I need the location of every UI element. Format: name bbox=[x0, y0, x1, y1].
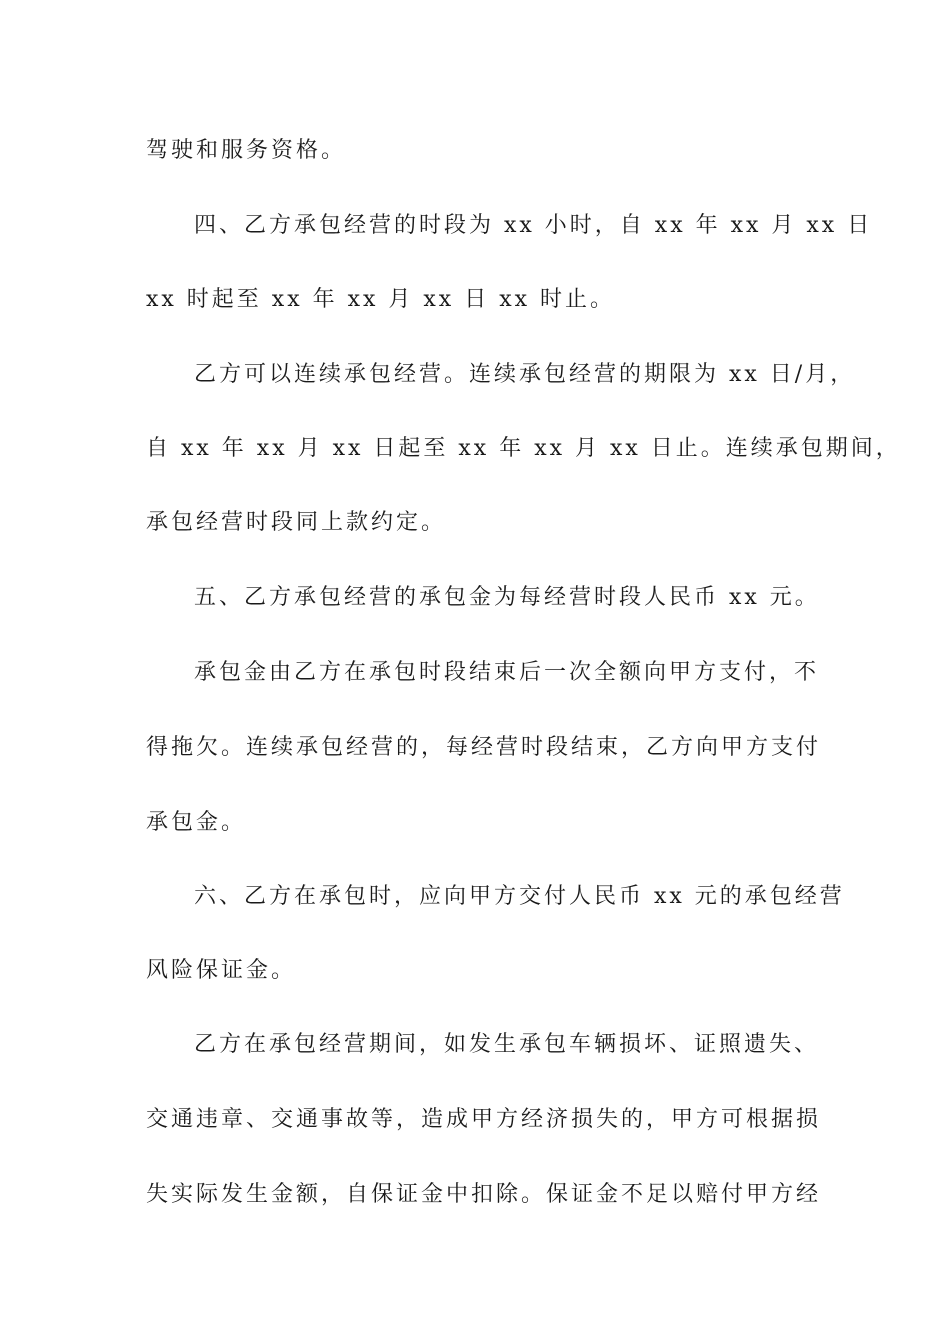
payment-line-2: 得拖欠。连续承包经营的，每经营时段结束，乙方向甲方支付 bbox=[146, 735, 822, 760]
payment-line-1: 承包金由乙方在承包时段结束后一次全额向甲方支付，不 bbox=[194, 660, 820, 685]
clause-5-line-1: 五、乙方承包经营的承包金为每经营时段人民币 xx 元。 bbox=[194, 585, 820, 610]
continuation-line-3: 承包经营时段同上款约定。 bbox=[146, 510, 447, 535]
deposit-line-1: 乙方在承包经营期间，如发生承包车辆损坏、证照遗失、 bbox=[194, 1032, 820, 1057]
clause-6-line-2: 风险保证金。 bbox=[146, 958, 297, 983]
continuation-line-1: 乙方可以连续承包经营。连续承包经营的期限为 xx 日/月， bbox=[194, 362, 856, 387]
clause-4-line-2: xx 时起至 xx 年 xx 月 xx 日 xx 时止。 bbox=[146, 287, 616, 312]
deposit-line-3: 失实际发生金额，自保证金中扣除。保证金不足以赔付甲方经 bbox=[146, 1182, 822, 1207]
deposit-line-2: 交通违章、交通事故等，造成甲方经济损失的，甲方可根据损 bbox=[146, 1107, 822, 1132]
clause-6-line-1: 六、乙方在承包时，应向甲方交付人民币 xx 元的承包经营 bbox=[194, 884, 845, 909]
text-line-1: 驾驶和服务资格。 bbox=[146, 138, 347, 163]
clause-4-line-1: 四、乙方承包经营的时段为 xx 小时，自 xx 年 xx 月 xx 日 bbox=[194, 213, 873, 238]
payment-line-3: 承包金。 bbox=[146, 810, 247, 835]
continuation-line-2: 自 xx 年 xx 月 xx 日起至 xx 年 xx 月 xx 日止。连续承包期间， bbox=[146, 436, 901, 461]
